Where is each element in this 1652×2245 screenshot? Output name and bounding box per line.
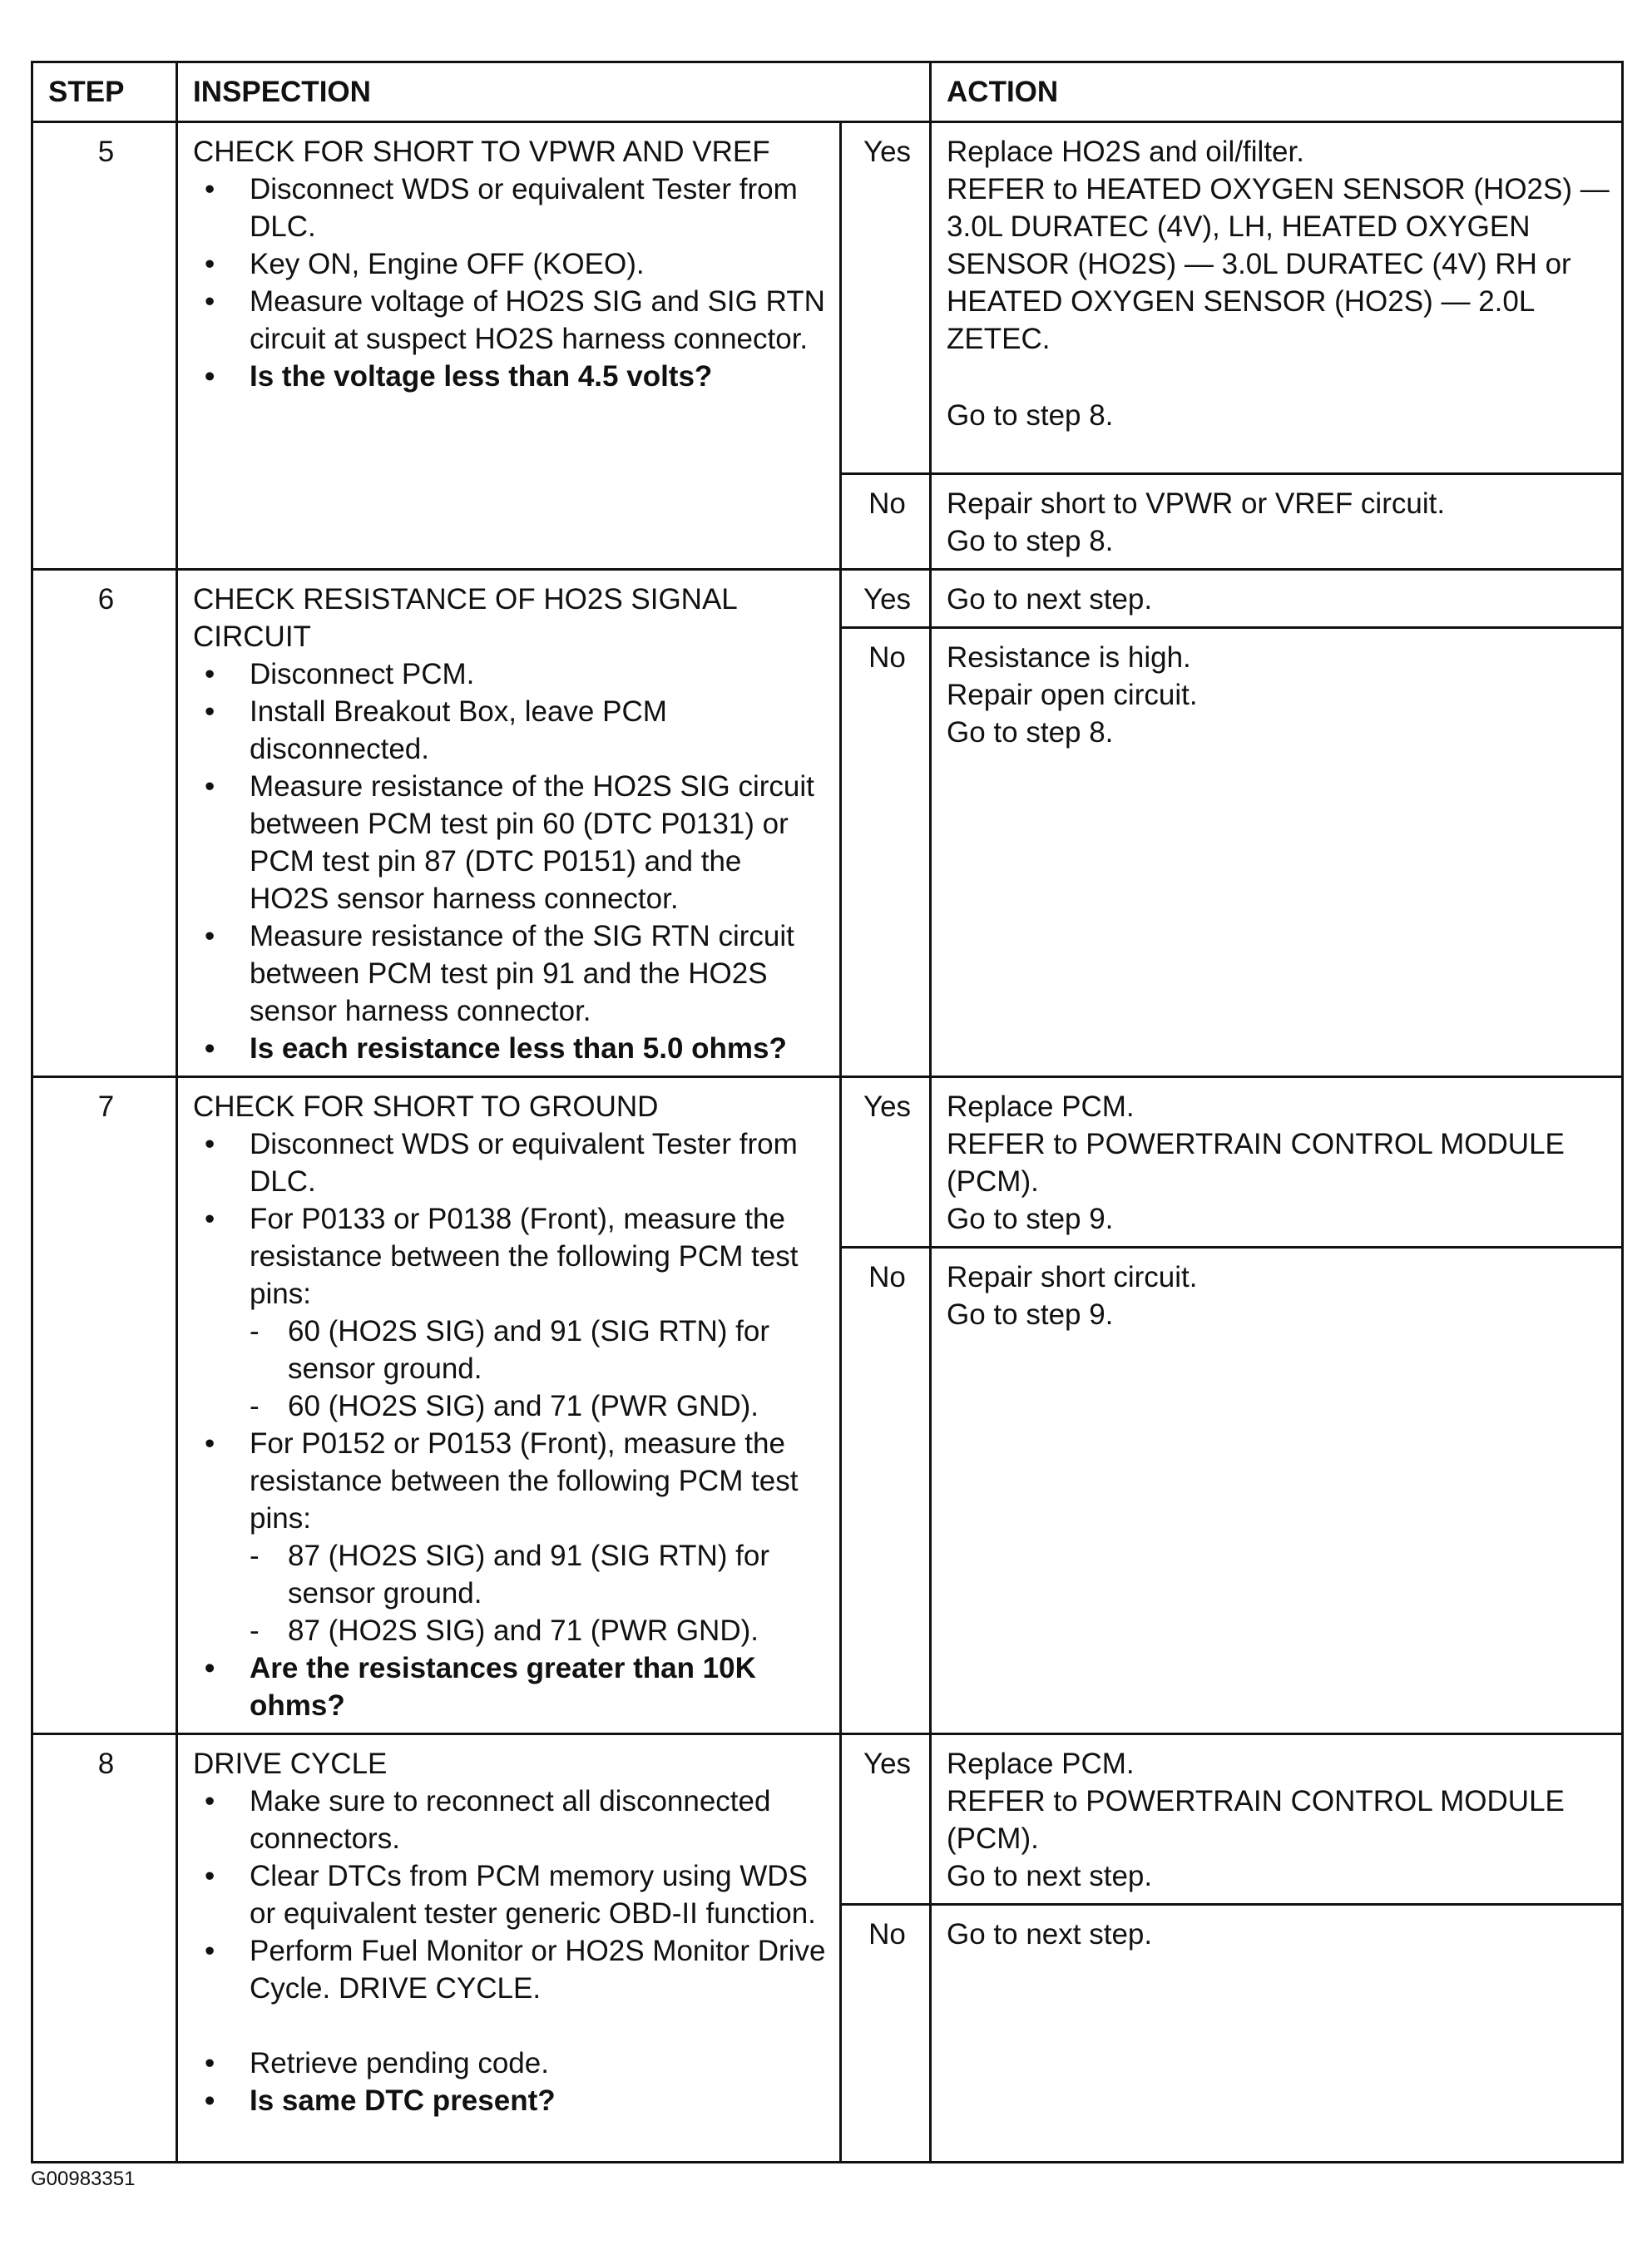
inspection-bullet: • Measure voltage of HO2S SIG and SIG RTN circuit at suspect HO2S harness connector.: [193, 283, 828, 358]
action-yes: Replace PCM. REFER to POWERTRAIN CONTROL MODULE (PCM). Go to step 9.: [931, 1077, 1623, 1248]
bullet-icon: •: [205, 248, 215, 280]
action-no: Resistance is high. Repair open circuit. Go to step 8.: [931, 628, 1623, 1077]
bullet-icon: •: [205, 1032, 215, 1065]
bullet-icon: •: [205, 1860, 215, 1892]
step-number: 6: [32, 570, 177, 1077]
answer-yes: Yes: [841, 1077, 931, 1248]
step-number: 8: [32, 1734, 177, 2163]
inspection-title: CHECK RESISTANCE OF HO2S SIGNAL CIRCUIT: [193, 583, 737, 653]
bullet-icon: •: [205, 1427, 215, 1460]
inspection-bullet: • For P0133 or P0138 (Front), measure the resistance between the following PCM test pins: - 60 (HO2S SIG) and 91 (SIG RTN) for sensor ground. - 60 (HO2S SIG) and 71 (PWR GND).: [193, 1200, 828, 1425]
answer-no: No: [841, 1248, 931, 1734]
action-no: Repair short to VPWR or VREF circuit. Go to step 8.: [931, 474, 1623, 570]
inspection-bullet: • Install Breakout Box, leave PCM disconnected.: [193, 693, 828, 768]
dash-icon: -: [250, 1540, 260, 1572]
header-inspection: INSPECTION: [177, 62, 931, 122]
bullet-icon: •: [205, 1935, 215, 1967]
sub-item: - 87 (HO2S SIG) and 71 (PWR GND).: [250, 1612, 828, 1649]
bullet-icon: •: [205, 658, 215, 690]
step-5-yes-row: [32, 122, 1623, 474]
inspection-bullet: • For P0152 or P0153 (Front), measure the resistance between the following PCM test pins: - 87 (HO2S SIG) and 91 (SIG RTN) for sensor ground. - 87 (HO2S SIG) and 71 (PWR GND).: [193, 1425, 828, 1649]
bullet-icon: •: [205, 1128, 215, 1160]
inspection-cell: [177, 122, 841, 570]
inspection-bullet: • Disconnect PCM.: [193, 655, 828, 693]
answer-no: No: [841, 474, 931, 570]
inspection-title: CHECK FOR SHORT TO GROUND: [193, 1090, 659, 1123]
figure-code: G00983351: [31, 2168, 136, 2190]
answer-no: No: [841, 628, 931, 1077]
sub-item: - 87 (HO2S SIG) and 91 (SIG RTN) for sensor ground.: [250, 1537, 828, 1612]
dash-icon: -: [250, 1615, 260, 1647]
dash-icon: -: [250, 1315, 260, 1347]
step-number: 7: [32, 1077, 177, 1734]
inspection-bullet: • Key ON, Engine OFF (KOEO).: [193, 245, 828, 283]
bullet-icon: •: [205, 1785, 215, 1817]
inspection-bullet: • Measure resistance of the SIG RTN circuit between PCM test pin 91 and the HO2S sensor harness connector.: [193, 917, 828, 1030]
bullet-icon: •: [205, 2047, 215, 2079]
bullet-icon: •: [205, 360, 215, 393]
inspection-question: • Is same DTC present?: [193, 2082, 828, 2119]
step-8-yes-row: [32, 1734, 1623, 1905]
action-no: Go to next step.: [931, 1905, 1623, 2163]
action-yes: Replace PCM. REFER to POWERTRAIN CONTROL MODULE (PCM). Go to next step.: [931, 1734, 1623, 1905]
answer-yes: Yes: [841, 122, 931, 474]
inspection-title: CHECK FOR SHORT TO VPWR AND VREF: [193, 136, 770, 168]
inspection-bullet: • Retrieve pending code.: [193, 2045, 828, 2082]
bullet-icon: •: [205, 1652, 215, 1684]
bullet-icon: •: [205, 285, 215, 318]
bullet-icon: •: [205, 1203, 215, 1235]
answer-yes: Yes: [841, 570, 931, 628]
answer-no: No: [841, 1905, 931, 2163]
step-7-yes-row: [32, 1077, 1623, 1248]
sub-item: - 60 (HO2S SIG) and 91 (SIG RTN) for sensor ground.: [250, 1313, 828, 1387]
bullet-icon: •: [205, 173, 215, 205]
bullet-icon: •: [205, 695, 215, 728]
bullet-icon: •: [205, 2084, 215, 2117]
action-yes: Go to next step.: [931, 570, 1623, 628]
header-step: STEP: [32, 62, 177, 122]
inspection-cell: [177, 1734, 841, 2163]
inspection-cell: [177, 1077, 841, 1734]
inspection-question: • Are the resistances greater than 10K ohms?: [193, 1649, 828, 1724]
header-action: ACTION: [931, 62, 1623, 122]
bullet-icon: •: [205, 920, 215, 952]
bullet-icon: •: [205, 770, 215, 803]
action-no: Repair short circuit. Go to step 9.: [931, 1248, 1623, 1734]
inspection-bullet: • Make sure to reconnect all disconnected connectors.: [193, 1783, 828, 1857]
dash-icon: -: [250, 1390, 260, 1422]
diagnostic-table: [31, 61, 1624, 2163]
inspection-question: • Is each resistance less than 5.0 ohms?: [193, 1030, 828, 1067]
step-number: 5: [32, 122, 177, 570]
inspection-cell: [177, 570, 841, 1077]
header-row: [32, 62, 1623, 122]
answer-yes: Yes: [841, 1734, 931, 1905]
inspection-question: • Is the voltage less than 4.5 volts?: [193, 358, 828, 395]
sub-item: - 60 (HO2S SIG) and 71 (PWR GND).: [250, 1387, 828, 1425]
action-yes: Replace HO2S and oil/filter. REFER to HEATED OXYGEN SENSOR (HO2S) — 3.0L DURATEC (4V), LH, HEATED OXYGEN SENSOR (HO2S) — 3.0L DURATEC (4V) RH or HEATED OXYGEN SENSOR (HO2S) — 2.0L ZETEC. Go to step 8.: [931, 122, 1623, 474]
inspection-title: DRIVE CYCLE: [193, 1748, 388, 1780]
inspection-bullet: • Clear DTCs from PCM memory using WDS or equivalent tester generic OBD-II function.: [193, 1857, 828, 1932]
inspection-bullet: • Disconnect WDS or equivalent Tester from DLC.: [193, 1125, 828, 1200]
inspection-bullet: • Measure resistance of the HO2S SIG circuit between PCM test pin 60 (DTC P0131) or PCM test pin 87 (DTC P0151) and the HO2S sensor harness connector.: [193, 768, 828, 917]
inspection-bullet: • Perform Fuel Monitor or HO2S Monitor Drive Cycle. DRIVE CYCLE.: [193, 1932, 828, 2007]
step-6-yes-row: [32, 570, 1623, 628]
inspection-bullet: • Disconnect WDS or equivalent Tester from DLC.: [193, 171, 828, 245]
